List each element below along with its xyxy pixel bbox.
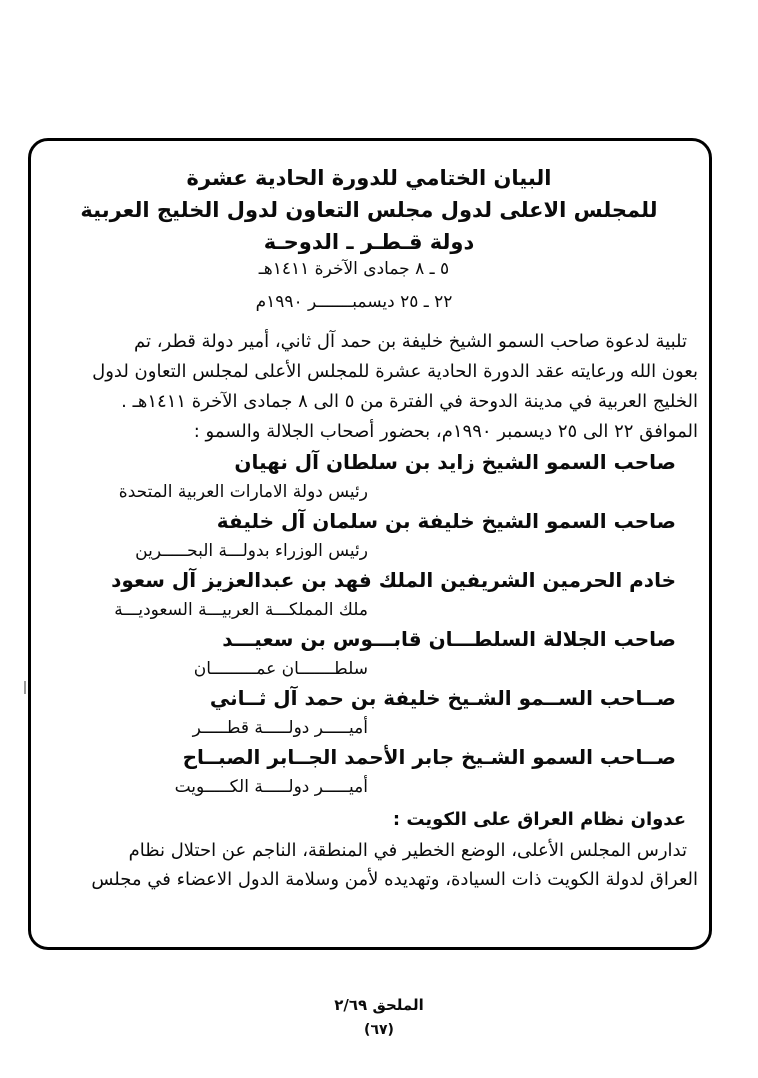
document-title-line: للمجلس الاعلى لدول مجلس التعاون لدول الخليج العربية: [80, 198, 658, 222]
intro-line: الموافق ٢٢ الى ٢٥ ديسمبر ١٩٩٠م، بحضور أصحاب الجلالة والسمو :: [193, 421, 698, 442]
section-heading: عدوان نظام العراق على الكويت :: [392, 809, 686, 830]
annex-label: الملحق ٢/٦٩: [334, 996, 424, 1014]
attendee-entry: [70, 624, 698, 683]
document-title-line: البيان الختامي للدورة الحادية عشرة: [186, 166, 552, 190]
gregorian-date: ٢٢ ـ ٢٥ ديسمبـــــــر ١٩٩٠م: [255, 292, 453, 312]
attendee-entry: [70, 447, 698, 506]
page-number: (٦٧): [364, 1022, 394, 1038]
attendee-entry: [70, 683, 698, 742]
attendee-title: رئيس الوزراء بدولـــة البحـــــرين: [135, 541, 368, 561]
aggression-section: [70, 806, 698, 894]
page-footer: [0, 993, 758, 1043]
attendee-name: صاحب السمو الشيخ زايد بن سلطان آل نهيان: [234, 450, 676, 474]
intro-line: الخليج العربية في مدينة الدوحة في الفترة من ٥ الى ٨ جمادى الآخرة ١٤١١هـ .: [121, 391, 698, 412]
attendee-name: صاحب الجلالة السلطـــان قابـــوس بن سعيـــد: [222, 627, 676, 651]
hijri-date: ٥ ـ ٨ جمادى الآخرة ١٤١١هـ: [258, 259, 450, 279]
document-dates: [40, 253, 668, 319]
intro-line: بعون الله ورعايته عقد الدورة الحادية عشرة للمجلس الأعلى لمجلس التعاون لدول: [92, 361, 698, 382]
attendee-entry: [70, 565, 698, 624]
attendee-entry: [70, 506, 698, 565]
document-title-line: دولة قـطـر ـ الدوحـة: [263, 230, 475, 254]
attendee-title: ملك المملكـــة العربيـــة السعوديـــة: [114, 600, 368, 620]
attendee-title: أميـــــر دولـــــة قطـــــر: [192, 718, 368, 738]
intro-line: تلبية لدعوة صاحب السمو الشيخ خليفة بن حمد آل ثاني، أمير دولة قطر، تم: [134, 331, 687, 352]
attendee-name: صــاحب الســمو الشـيخ خليفة بن حمد آل ثــاني: [209, 686, 676, 710]
document-header: [55, 162, 683, 258]
scan-noise-mark: [24, 681, 26, 694]
attendee-title: سلطـــــــان عمـــــــــان: [193, 659, 368, 679]
attendee-title: رئيس دولة الامارات العربية المتحدة: [118, 482, 368, 502]
intro-paragraph: [70, 327, 698, 447]
attendee-name: خادم الحرمين الشريفين الملك فهد بن عبدالعزيز آل سعود: [111, 568, 676, 592]
attendees-list: [70, 447, 698, 801]
section-body-line: العراق لدولة الكويت ذات السيادة، وتهديده لأمن وسلامة الدول الاعضاء في مجلس: [91, 869, 698, 890]
attendee-title: أميـــــر دولـــــة الكـــــويت: [174, 777, 368, 797]
attendee-entry: [70, 742, 698, 801]
section-body-line: تدارس المجلس الأعلى، الوضع الخطير في المنطقة، الناجم عن احتلال نظام: [128, 840, 687, 861]
attendee-name: صاحب السمو الشيخ خليفة بن سلمان آل خليفة: [216, 509, 676, 533]
attendee-name: صــاحب السمو الشـيخ جابر الأحمد الجــابر الصبــاح: [182, 745, 676, 769]
